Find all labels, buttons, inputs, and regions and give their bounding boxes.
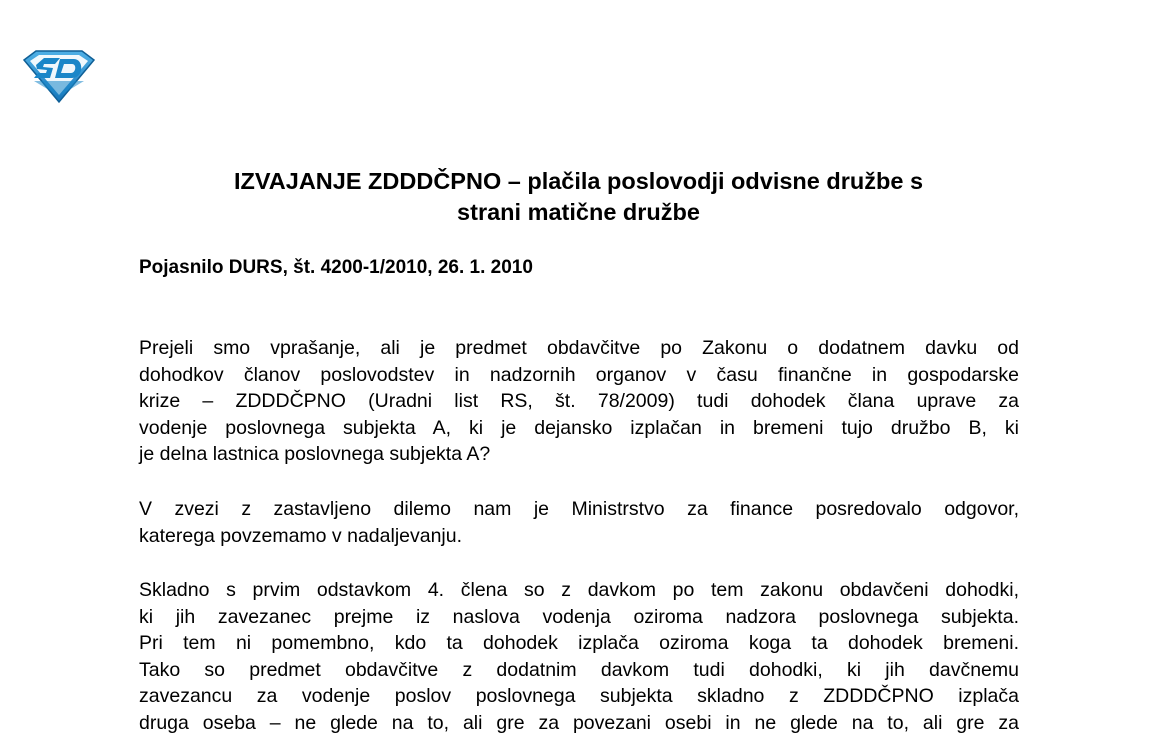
document-subtitle: Pojasnilo DURS, št. 4200-1/2010, 26. 1. 2010	[139, 257, 533, 278]
text-line: Pri tem ni pomembno, kdo ta dohodek izplača oziroma koga ta dohodek bremeni.	[139, 632, 1019, 655]
text-line: V zvezi z zastavljeno dilemo nam je Ministrstvo za finance posredovalo odgovor,	[139, 498, 1019, 520]
text-line: Prejeli smo vprašanje, ali je predmet obdavčitve po Zakonu o dodatnem davku od	[139, 337, 1019, 359]
sd-shield-logo-icon	[22, 48, 96, 104]
text-line: je delna lastnica poslovnega subjekta A?	[139, 443, 491, 466]
paragraph	[139, 335, 1019, 468]
text-line: vodenje poslovnega subjekta A, ki je dejansko izplačan in bremeni tujo družbo B, ki	[139, 416, 1019, 439]
title-line: IZVAJANJE ZDDDČPNO – plačila poslovodji odvisne družbe s	[233, 168, 924, 194]
text-line: krize – ZDDDČPNO (Uradni list RS, št. 78/2009) tudi dohodek člana uprave za	[139, 390, 1019, 413]
text-line: ki jih zavezanec prejme iz naslova vodenja oziroma nadzora poslovnega subjekta.	[139, 605, 1019, 628]
text-line: katerega povzemamo v nadaljevanju.	[139, 524, 463, 547]
paragraph	[139, 577, 1019, 737]
text-line: dohodkov članov poslovodstev in nadzornih organov v času finančne in gospodarske	[139, 363, 1019, 386]
text-line: druga oseba – ne glede na to, ali gre za povezani osebi in ne glede na to, ali gre za	[139, 711, 1019, 734]
text-line: Skladno s prvim odstavkom 4. člena so z davkom po tem zakonu obdavčeni dohodki,	[139, 579, 1019, 601]
paragraph	[139, 496, 1019, 549]
title-line: strani matične družbe	[457, 199, 700, 225]
text-line: zavezancu za vodenje poslov poslovnega subjekta skladno z ZDDDČPNO izplača	[139, 685, 1019, 708]
document-title	[0, 166, 1157, 228]
text-line: Tako so predmet obdavčitve z dodatnim davkom tudi dohodki, ki jih davčnemu	[139, 658, 1019, 681]
